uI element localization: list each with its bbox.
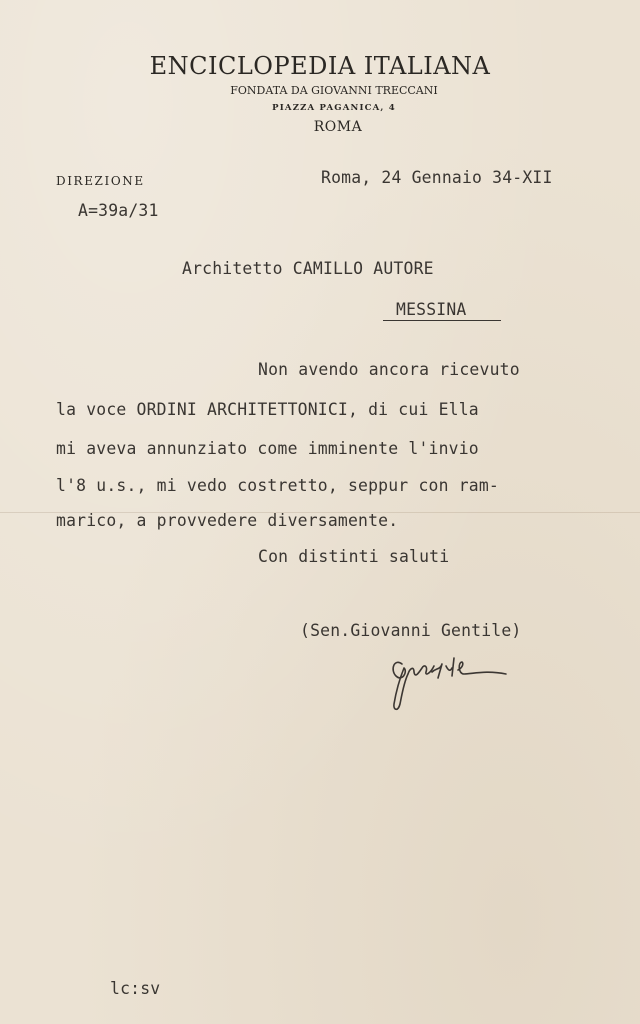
recipient-city-underline xyxy=(383,320,501,321)
letterhead-title: ENCICLOPEDIA ITALIANA xyxy=(149,52,491,80)
letterhead-city: ROMA xyxy=(313,119,363,135)
body-line-5: marico, a provvedere diversamente. xyxy=(56,511,399,530)
letterhead-address: PIAZZA PAGANICA, 4 xyxy=(272,103,396,113)
recipient-city: MESSINA xyxy=(396,300,467,319)
reference-number: A=39a/31 xyxy=(78,201,159,220)
recipient-name: Architetto CAMILLO AUTORE xyxy=(182,259,434,278)
place-date: Roma, 24 Gennaio 34-XII xyxy=(321,168,553,187)
letterhead-subtitle: FONDATA DA GIOVANNI TRECCANI xyxy=(230,84,438,97)
handwritten-signature xyxy=(388,644,513,714)
body-line-3: mi aveva annunziato come imminente l'invio xyxy=(56,439,479,458)
body-line-4: l'8 u.s., mi vedo costretto, seppur con ram- xyxy=(56,476,499,495)
signatory-name: (Sen.Giovanni Gentile) xyxy=(300,621,522,640)
closing: Con distinti saluti xyxy=(258,547,450,566)
body-line-1: Non avendo ancora ricevuto xyxy=(258,360,520,379)
department-label: DIREZIONE xyxy=(56,174,145,188)
body-line-2: la voce ORDINI ARCHITETTONICI, di cui Ella xyxy=(56,400,479,419)
typist-initials: lc:sv xyxy=(110,979,161,998)
